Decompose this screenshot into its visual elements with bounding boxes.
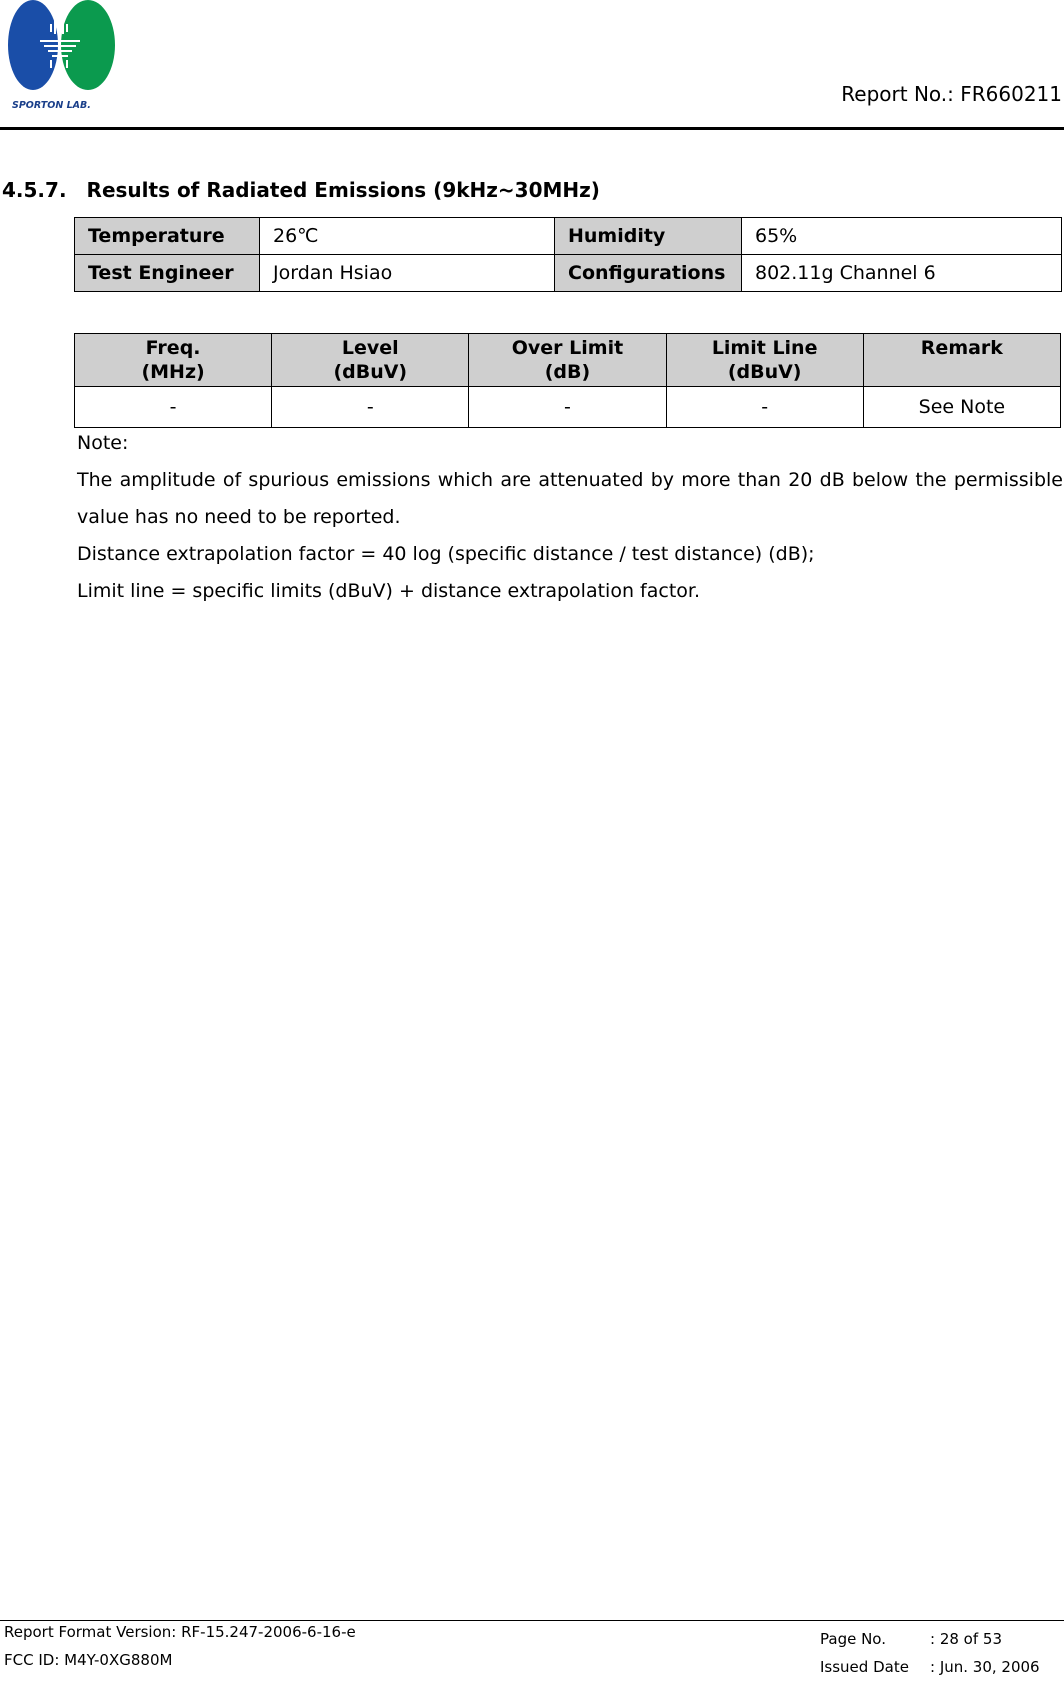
sporton-logo: [4, 0, 116, 112]
humidity-value: 65%: [742, 218, 1062, 255]
table-row: [75, 387, 1061, 428]
svg-text:SPORTON LAB.: SPORTON LAB.: [12, 100, 91, 111]
page-info: [820, 1625, 1040, 1681]
configurations-label: Configurations: [555, 255, 742, 292]
header-freq: Freq. (MHz): [75, 334, 272, 387]
temperature-value: 26℃: [260, 218, 555, 255]
page-label: Page No.: [820, 1630, 886, 1648]
section-title: Results of Radiated Emissions (9kHz~30MHz): [86, 178, 600, 202]
page-number-row: [820, 1625, 1040, 1653]
section-number: 4.5.7.: [2, 178, 67, 202]
table-row: [75, 255, 1062, 292]
cell-over-limit: -: [469, 387, 666, 428]
configurations-value: 802.11g Channel 6: [742, 255, 1062, 292]
cell-level: -: [272, 387, 469, 428]
note-line: value has no need to be reported.: [77, 506, 401, 528]
results-table: [74, 333, 1061, 428]
test-conditions-table: [74, 217, 1062, 292]
issued-value: : Jun. 30, 2006: [930, 1658, 1040, 1676]
fcc-id: FCC ID: M4Y-0XG880M: [4, 1651, 173, 1669]
temperature-label: Temperature: [75, 218, 260, 255]
cell-freq: -: [75, 387, 272, 428]
test-engineer-value: Jordan Hsiao: [260, 255, 555, 292]
table-row: [75, 218, 1062, 255]
footer-rule: [0, 1620, 1064, 1621]
report-format-version: Report Format Version: RF-15.247-2006-6-16-e: [4, 1623, 356, 1641]
note-label: Note:: [77, 432, 129, 454]
header-limit-line: Limit Line (dBuV): [666, 334, 863, 387]
table-header-row: [75, 334, 1061, 387]
test-engineer-label: Test Engineer: [75, 255, 260, 292]
cell-limit-line: -: [666, 387, 863, 428]
humidity-label: Humidity: [555, 218, 742, 255]
issued-date-row: [820, 1653, 1040, 1681]
issued-label: Issued Date: [820, 1658, 909, 1676]
header-remark: Remark: [863, 334, 1060, 387]
page-value: : 28 of 53: [930, 1630, 1002, 1648]
section-heading: [2, 178, 600, 202]
note-line: Limit line = specific limits (dBuV) + distance extrapolation factor.: [77, 580, 701, 602]
header-rule: [0, 127, 1064, 130]
note-line: The amplitude of spurious emissions which are attenuated by more than 20 dB below the permissible: [77, 469, 1063, 491]
note-line: Distance extrapolation factor = 40 log (specific distance / test distance) (dB);: [77, 543, 815, 565]
header-level: Level (dBuV): [272, 334, 469, 387]
cell-remark: See Note: [863, 387, 1060, 428]
notes-block: [77, 425, 1063, 610]
header-over-limit: Over Limit (dB): [469, 334, 666, 387]
report-number: Report No.: FR660211: [841, 82, 1062, 106]
